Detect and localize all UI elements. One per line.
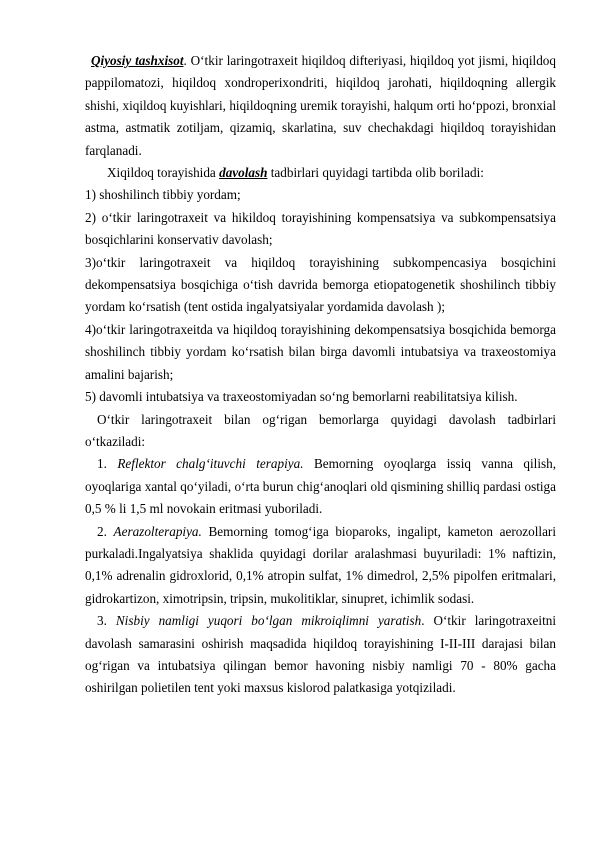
numbered-item-microclimate — [85, 610, 556, 700]
paragraph-text: Bemorning tomog‘iga bioparoks, ingalipt, kameton aerozollari purkaladi.Ingalyatsiya shaklida quyidagi dorilar aralashmasi buyuriladi: 1% naftizin, 0,1% adrenalin gidroxlorid, 0,1% atropin sulfat, 1% dimedrol, 2,5% pipolfen eritmalari, gidrokartizon, ximotripsin, tripsin, mukolitiklar, sinupret, ichimlik sodasi. — [85, 523, 556, 606]
paragraph-text: . O‘tkir laringotraxeitni davolash samarasini oshirish maqsadida hiqildoq torayishining I-II-III darajasi bilan og‘rigan va intubatsiya qilingan bemor havoning nisbiy namligi 70 - 80% gacha oshirilgan polietilen tent yoki maxsus kislorod palatkasiga yotqiziladi. — [85, 613, 556, 696]
list-item-4: 4)o‘tkir laringotraxeitda va hiqildoq torayishining dekompensatsiya bosqichida bemorga shoshilinch tibbiy yordam ko‘rsatish bilan birga davomli intubatsiya va traxeostomiya amalini bajarish; — [85, 321, 556, 382]
numbered-item-aerosol-therapy — [85, 521, 556, 611]
numbered-item-reflex-therapy — [85, 453, 556, 520]
term-microclimate: Nisbiy namligi yuqori bo‘lgan mikroiqlimni yaratish — [115, 613, 422, 629]
paragraph-text: tadbirlari quyidagi tartibda olib boriladi: — [267, 165, 484, 181]
paragraph-treatment-intro — [85, 162, 556, 184]
term-reflex-therapy: Reflektor chalg‘ituvchi terapiya. — [117, 456, 304, 472]
paragraph-measures-intro: O‘tkir laringotraxeit bilan og‘rigan bemorlarga quyidagi davolash tadbirlari o‘tkaziladi: — [85, 411, 556, 449]
paragraph-text: Bemorning oyoqlarga issiq vanna qilish, oyoqlariga xantal qo‘yiladi, o‘rta burun chig‘anoqlari old qismining shilliq pardasi ostiga 0,5 % li 1,5 ml novokain eritmasi yuboriladi. — [85, 456, 557, 517]
term-differential-diagnosis: Qiyosiy tashxisot — [91, 53, 184, 68]
list-item-1: 1) shoshilinch tibbiy yordam; — [85, 187, 241, 203]
list-item-2: 2) o‘tkir laringotraxeit va hikildoq torayishining kompensatsiya va subkompensatsiya bosqichlarini konservativ davolash; — [85, 209, 556, 248]
term-aerosol-therapy: Aerazolterapiya. — [113, 523, 202, 539]
item-number: 2. — [97, 523, 114, 539]
paragraph-text: Xiqildoq torayishida — [107, 165, 220, 181]
term-treatment: davolash — [219, 165, 268, 181]
item-number: 1. — [97, 456, 118, 472]
list-item-5: 5) davomli intubatsiya va traxeostomiyadan so‘ng bemorlarni reabilitatsiya kilish. — [85, 389, 518, 405]
item-number: 3. — [97, 613, 116, 629]
document-page — [85, 50, 556, 700]
paragraph-differential-diagnosis — [85, 50, 556, 162]
paragraph-text: . O‘tkir laringotraxeit hiqildoq difteriyasi, hiqildoq yot jismi, hiqildoq pappilomatozi, hiqildoq xondroperixondriti, hiqildoq jarohati, hiqildoqning allergik shishi, xiqildoq kuyishlari, hiqildoqning uremik torayishi, halqum orti ho‘ppozi, bronxial astma, astmatik zotiljam, qizamiq, skarlatina, suv chechakdagi hiqildoq torayishidan farqlanadi. — [85, 53, 556, 158]
list-item-3: 3)o‘tkir laringotraxeit va hiqildoq torayishining subkompencasiya bosqichini dekompensatsiya bosqichiga o‘tish davrida bemorga etiopatogenetik shoshilinch tibbiy yordam ko‘rsatish (tent ostida ingalyatsiyalar yordamida davolash ); — [85, 254, 556, 315]
